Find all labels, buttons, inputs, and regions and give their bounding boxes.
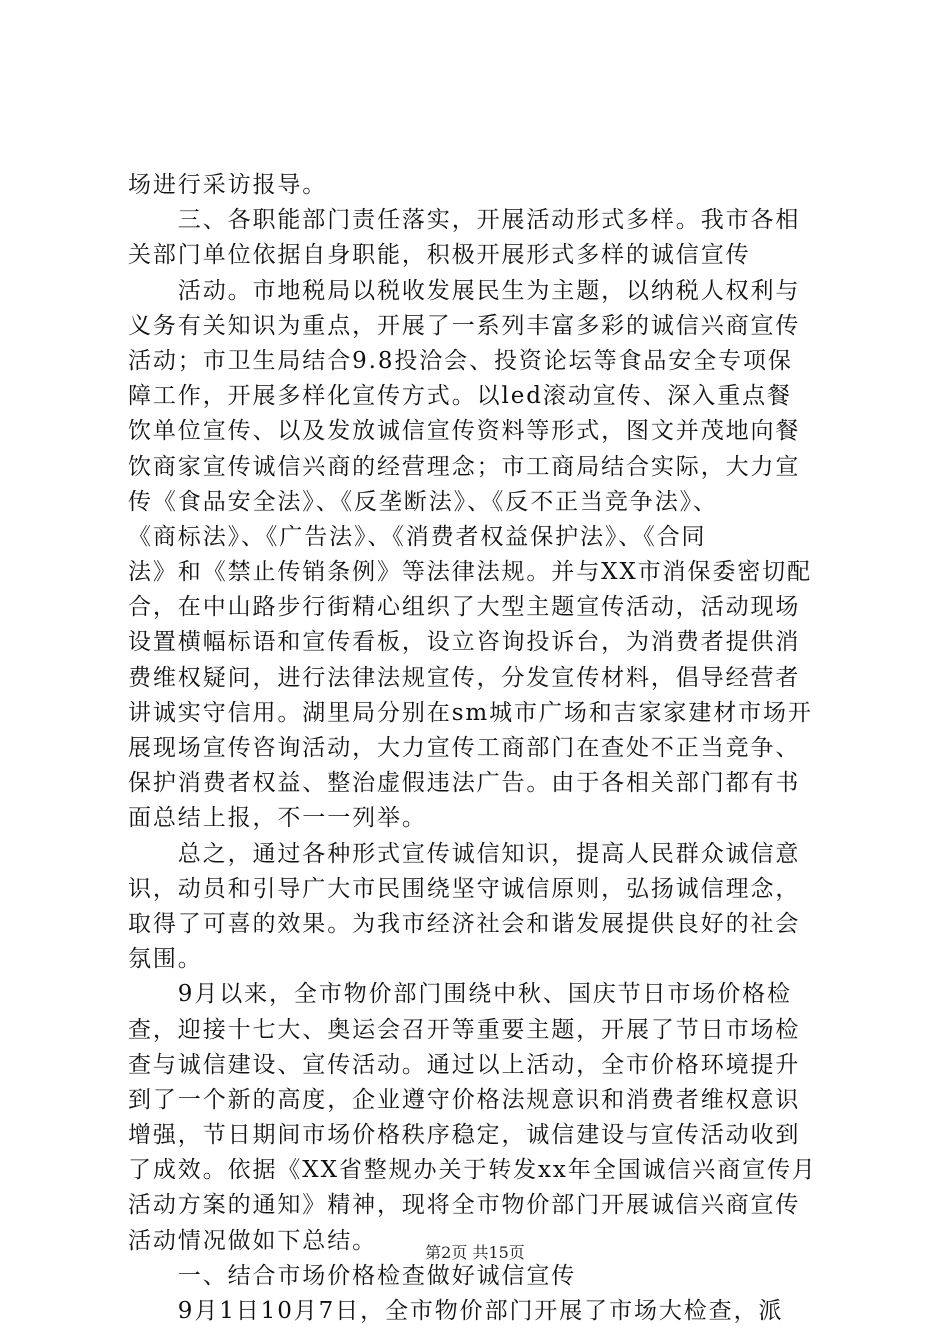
- text-line: 合，在中山路步行街精心组织了大型主题宣传活动，活动现场: [128, 594, 801, 621]
- text-line: 取得了可喜的效果。为我市经济社会和谐发展提供良好的社会: [128, 910, 801, 937]
- text-line: 传《食品安全法》、《反垄断法》、《反不正当竞争法》、: [128, 488, 718, 515]
- text-line: 展现场宣传咨询活动，大力宣传工商部门在查处不正当竞争、: [128, 735, 801, 761]
- text-line: 场进行采访报导。: [128, 172, 328, 198]
- text-line: 障工作，开展多样化宣传方式。以led滚动宣传、深入重点餐: [128, 383, 792, 410]
- text-line: 到了一个新的高度，企业遵守价格法规意识和消费者维权意识: [128, 1086, 801, 1113]
- text-line: 法》和《禁止传销条例》等法律法规。并与XX市消保委密切配: [128, 559, 812, 586]
- text-line: 查与诚信建设、宣传活动。通过以上活动，全市价格环境提升: [128, 1051, 801, 1078]
- text-line: 饮商家宣传诚信兴商的经营理念；市工商局结合实际，大力宣: [128, 453, 801, 480]
- text-line: 9月以来，全市物价部门围绕中秋、国庆节日市场价格检: [128, 981, 792, 1008]
- text-line: 增强，节日期间市场价格秩序稳定，诚信建设与宣传活动收到: [128, 1122, 801, 1149]
- text-line: 饮单位宣传、以及发放诚信宣传资料等形式，图文并茂地向餐: [128, 418, 801, 445]
- text-line: 活动。市地税局以税收发展民生为主题，以纳税人权利与: [128, 277, 801, 304]
- text-line: 了成效。依据《XX省整规办关于转发xx年全国诚信兴商宣传月: [128, 1157, 817, 1184]
- text-line: 查，迎接十七大、奥运会召开等重要主题，开展了节日市场检: [128, 1016, 801, 1043]
- text-line: 面总结上报，不一一列举。: [128, 805, 427, 832]
- text-line: 保护消费者权益、整治虚假违法广告。由于各相关部门都有书: [128, 770, 801, 797]
- text-line: 义务有关知识为重点，开展了一系列丰富多彩的诚信兴商宣传: [128, 312, 801, 339]
- text-line: 活动方案的通知》精神，现将全市物价部门开展诚信兴商宣传: [128, 1192, 801, 1219]
- text-line: 活动；市卫生局结合9.8投洽会、投资论坛等食品安全专项保: [128, 347, 793, 374]
- page-number-footer: 第2页 共15页: [425, 1243, 525, 1262]
- text-line: 识，动员和引导广大市民围绕坚守诚信原则，弘扬诚信理念，: [128, 875, 801, 902]
- text-line: 三、各职能部门责任落实，开展活动形式多样。我市各相: [128, 207, 801, 234]
- text-line: 讲诚实守信用。湖里局分别在sm城市广场和吉家家建材市场开: [128, 699, 813, 726]
- text-line: 关部门单位依据自身职能，积极开展形式多样的诚信宣传: [128, 242, 751, 269]
- text-line: 总之，通过各种形式宣传诚信知识，提高人民群众诚信意: [128, 840, 801, 867]
- text-line: 设置横幅标语和宣传看板，设立咨询投诉台，为消费者提供消: [128, 629, 801, 656]
- text-line: 氛围。: [128, 946, 203, 973]
- text-line: 活动情况做如下总结。: [128, 1227, 377, 1254]
- section-heading: 一、结合市场价格检查做好诚信宣传: [128, 1262, 577, 1289]
- document-body: [128, 168, 828, 1329]
- text-line: 9月1日10月7日，全市物价部门开展了市场大检查，派: [128, 1298, 784, 1324]
- text-line: 费维权疑问，进行法律法规宣传，分发宣传材料，倡导经营者: [128, 664, 801, 691]
- text-line: 《商标法》、《广告法》、《消费者权益保护法》、《合同: [128, 523, 707, 550]
